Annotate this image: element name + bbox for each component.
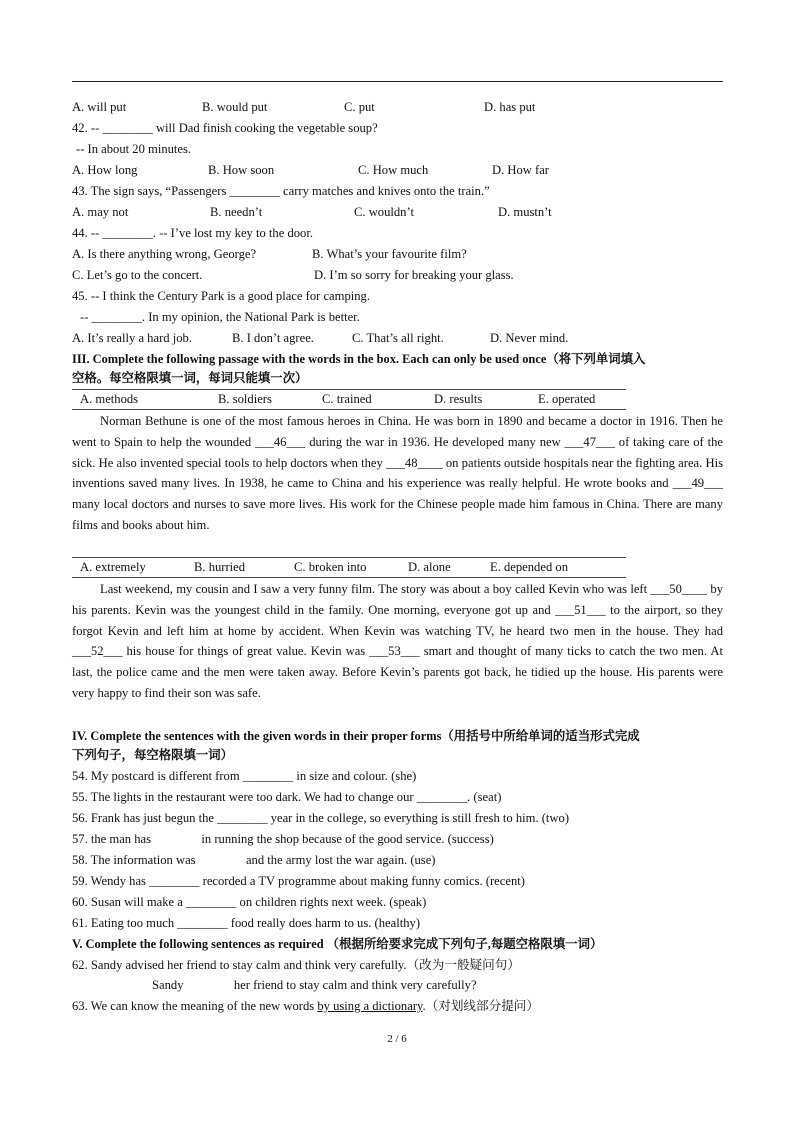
q41-option-c: C. put	[344, 100, 375, 114]
q43-option-d: D. mustn’t	[498, 205, 552, 219]
q44-stem: 44. -- ________. -- I’ve lost my key to the door.	[72, 226, 313, 240]
box2-word-b: B. hurried	[194, 560, 246, 574]
q44-option-d: D. I’m so sorry for breaking your glass.	[314, 268, 514, 282]
q45-option-c: C. That’s all right.	[352, 331, 444, 345]
q57: 57. the man has in running the shop because of the good service. (success)	[72, 832, 494, 846]
q42-option-b: B. How soon	[208, 163, 275, 177]
section3-title-line2: 空格。每空格限填一词，每词只能填一次）	[72, 371, 308, 385]
box1-word-e: E. operated	[538, 392, 596, 406]
q56: 56. Frank has just begun the ________ year in the college, so everything is still fresh to him. (two)	[72, 811, 570, 825]
q54: 54. My postcard is different from ________ in size and colour. (she)	[72, 769, 417, 783]
passage-1: Norman Bethune is one of the most famous heroes in China. He was born in 1890 and became a doctor in 1916. Then he went to Spain to help the wounded ___46___ during the war in 1936. He developed many new ___47___ of taking care of the sick. He also invented special tools to help doctors when they ___48____ on patients outside hospitals near the fighting area. His inventions saved many lives. In 1938, he came to China and his experience was really helpful. He wrote books and ___49___ many local doctors and nurses to save more lives. His work for the Chinese people made him famous in China. There are many films and books about him.	[72, 414, 723, 532]
passage-2: Last weekend, my cousin and I saw a very funny film. The story was about a boy called Kevin who was left ___50____ by his parents. Kevin was the youngest child in the family. One morning, everyone got up and ___51___ to the airport, so they forgot Kevin and left him at home by accident. When Kevin was watching TV, he heard two men in the house. They had ___52___ his house for things of great value. Kevin was ___53___ smart and thought of many ticks to catch the two men. At last, the police came and the men were taken away. Before Kevin’s parents got back, he tidied up the house. His parents were very happy to find their son was safe.	[72, 582, 723, 700]
q45-option-a: A. It’s really a hard job.	[72, 331, 192, 345]
q43-option-b: B. needn’t	[210, 205, 263, 219]
q41-option-b: B. would put	[202, 100, 268, 114]
q45-stem: 45. -- I think the Century Park is a good place for camping.	[72, 289, 370, 303]
q44-option-c: C. Let’s go to the concert.	[72, 268, 203, 282]
box1-word-a: A. methods	[80, 392, 139, 406]
q42-stem: 42. -- ________ will Dad finish cooking the vegetable soup?	[72, 121, 378, 135]
q62-answer-line: Sandy her friend to stay calm and think very carefully?	[152, 978, 477, 992]
section5-title: V. Complete the following sentences as required （根据所给要求完成下列句子,每题空格限填一词）	[72, 937, 603, 951]
q43-option-c: C. wouldn’t	[354, 205, 414, 219]
q63-prefix: 63. We can know the meaning of the new words	[72, 999, 318, 1013]
word-box-1	[72, 389, 626, 410]
word-box-2	[72, 557, 626, 578]
header-rule	[72, 81, 723, 82]
box2-word-a: A. extremely	[80, 560, 146, 574]
page-number: 2 / 6	[387, 1033, 407, 1045]
section3-title-line1: III. Complete the following passage with the words in the box. Each can only be used once（将下列单词填入	[72, 352, 646, 366]
q45-option-d: D. Never mind.	[490, 331, 569, 345]
box1-word-b: B. soldiers	[218, 392, 272, 406]
box2-word-d: D. alone	[408, 560, 451, 574]
q43-option-a: A. may not	[72, 205, 129, 219]
q42-option-a: A. How long	[72, 163, 138, 177]
q63	[72, 998, 539, 1014]
q45-reply: -- ________. In my opinion, the National Park is better.	[80, 310, 360, 324]
q58: 58. The information was and the army lost the war again. (use)	[72, 853, 436, 867]
box1-word-c: C. trained	[322, 392, 372, 406]
q43-stem: 43. The sign says, “Passengers ________ carry matches and knives onto the train.”	[72, 184, 490, 198]
q42-option-d: D. How far	[492, 163, 550, 177]
q63-suffix: .（对划线部分提问）	[422, 999, 539, 1013]
q60: 60. Susan will make a ________ on children rights next week. (speak)	[72, 895, 427, 909]
q44-option-b: B. What’s your favourite film?	[312, 247, 467, 261]
box2-word-c: C. broken into	[294, 560, 367, 574]
q42-option-c: C. How much	[358, 163, 429, 177]
q41-option-d: D. has put	[484, 100, 536, 114]
q63-underlined: by using a dictionary	[317, 999, 423, 1013]
section4-title-line1: IV. Complete the sentences with the given words in their proper forms（用括号中所给单词的适当形式完成	[72, 729, 640, 743]
q42-reply: -- In about 20 minutes.	[76, 142, 192, 156]
q59: 59. Wendy has ________ recorded a TV programme about making funny comics. (recent)	[72, 874, 525, 888]
q62: 62. Sandy advised her friend to stay calm and think very carefully.（改为一般疑问句）	[72, 958, 520, 972]
section4-title-line2: 下列句子，每空格限填一词）	[72, 748, 234, 762]
q61: 61. Eating too much ________ food really does harm to us. (healthy)	[72, 916, 421, 930]
q41-option-a: A. will put	[72, 100, 127, 114]
q45-option-b: B. I don’t agree.	[232, 331, 314, 345]
box2-word-e: E. depended on	[490, 560, 568, 574]
box1-word-d: D. results	[434, 392, 483, 406]
q55: 55. The lights in the restaurant were too dark. We had to change our ________. (seat)	[72, 790, 502, 804]
q44-option-a: A. Is there anything wrong, George?	[72, 247, 257, 261]
